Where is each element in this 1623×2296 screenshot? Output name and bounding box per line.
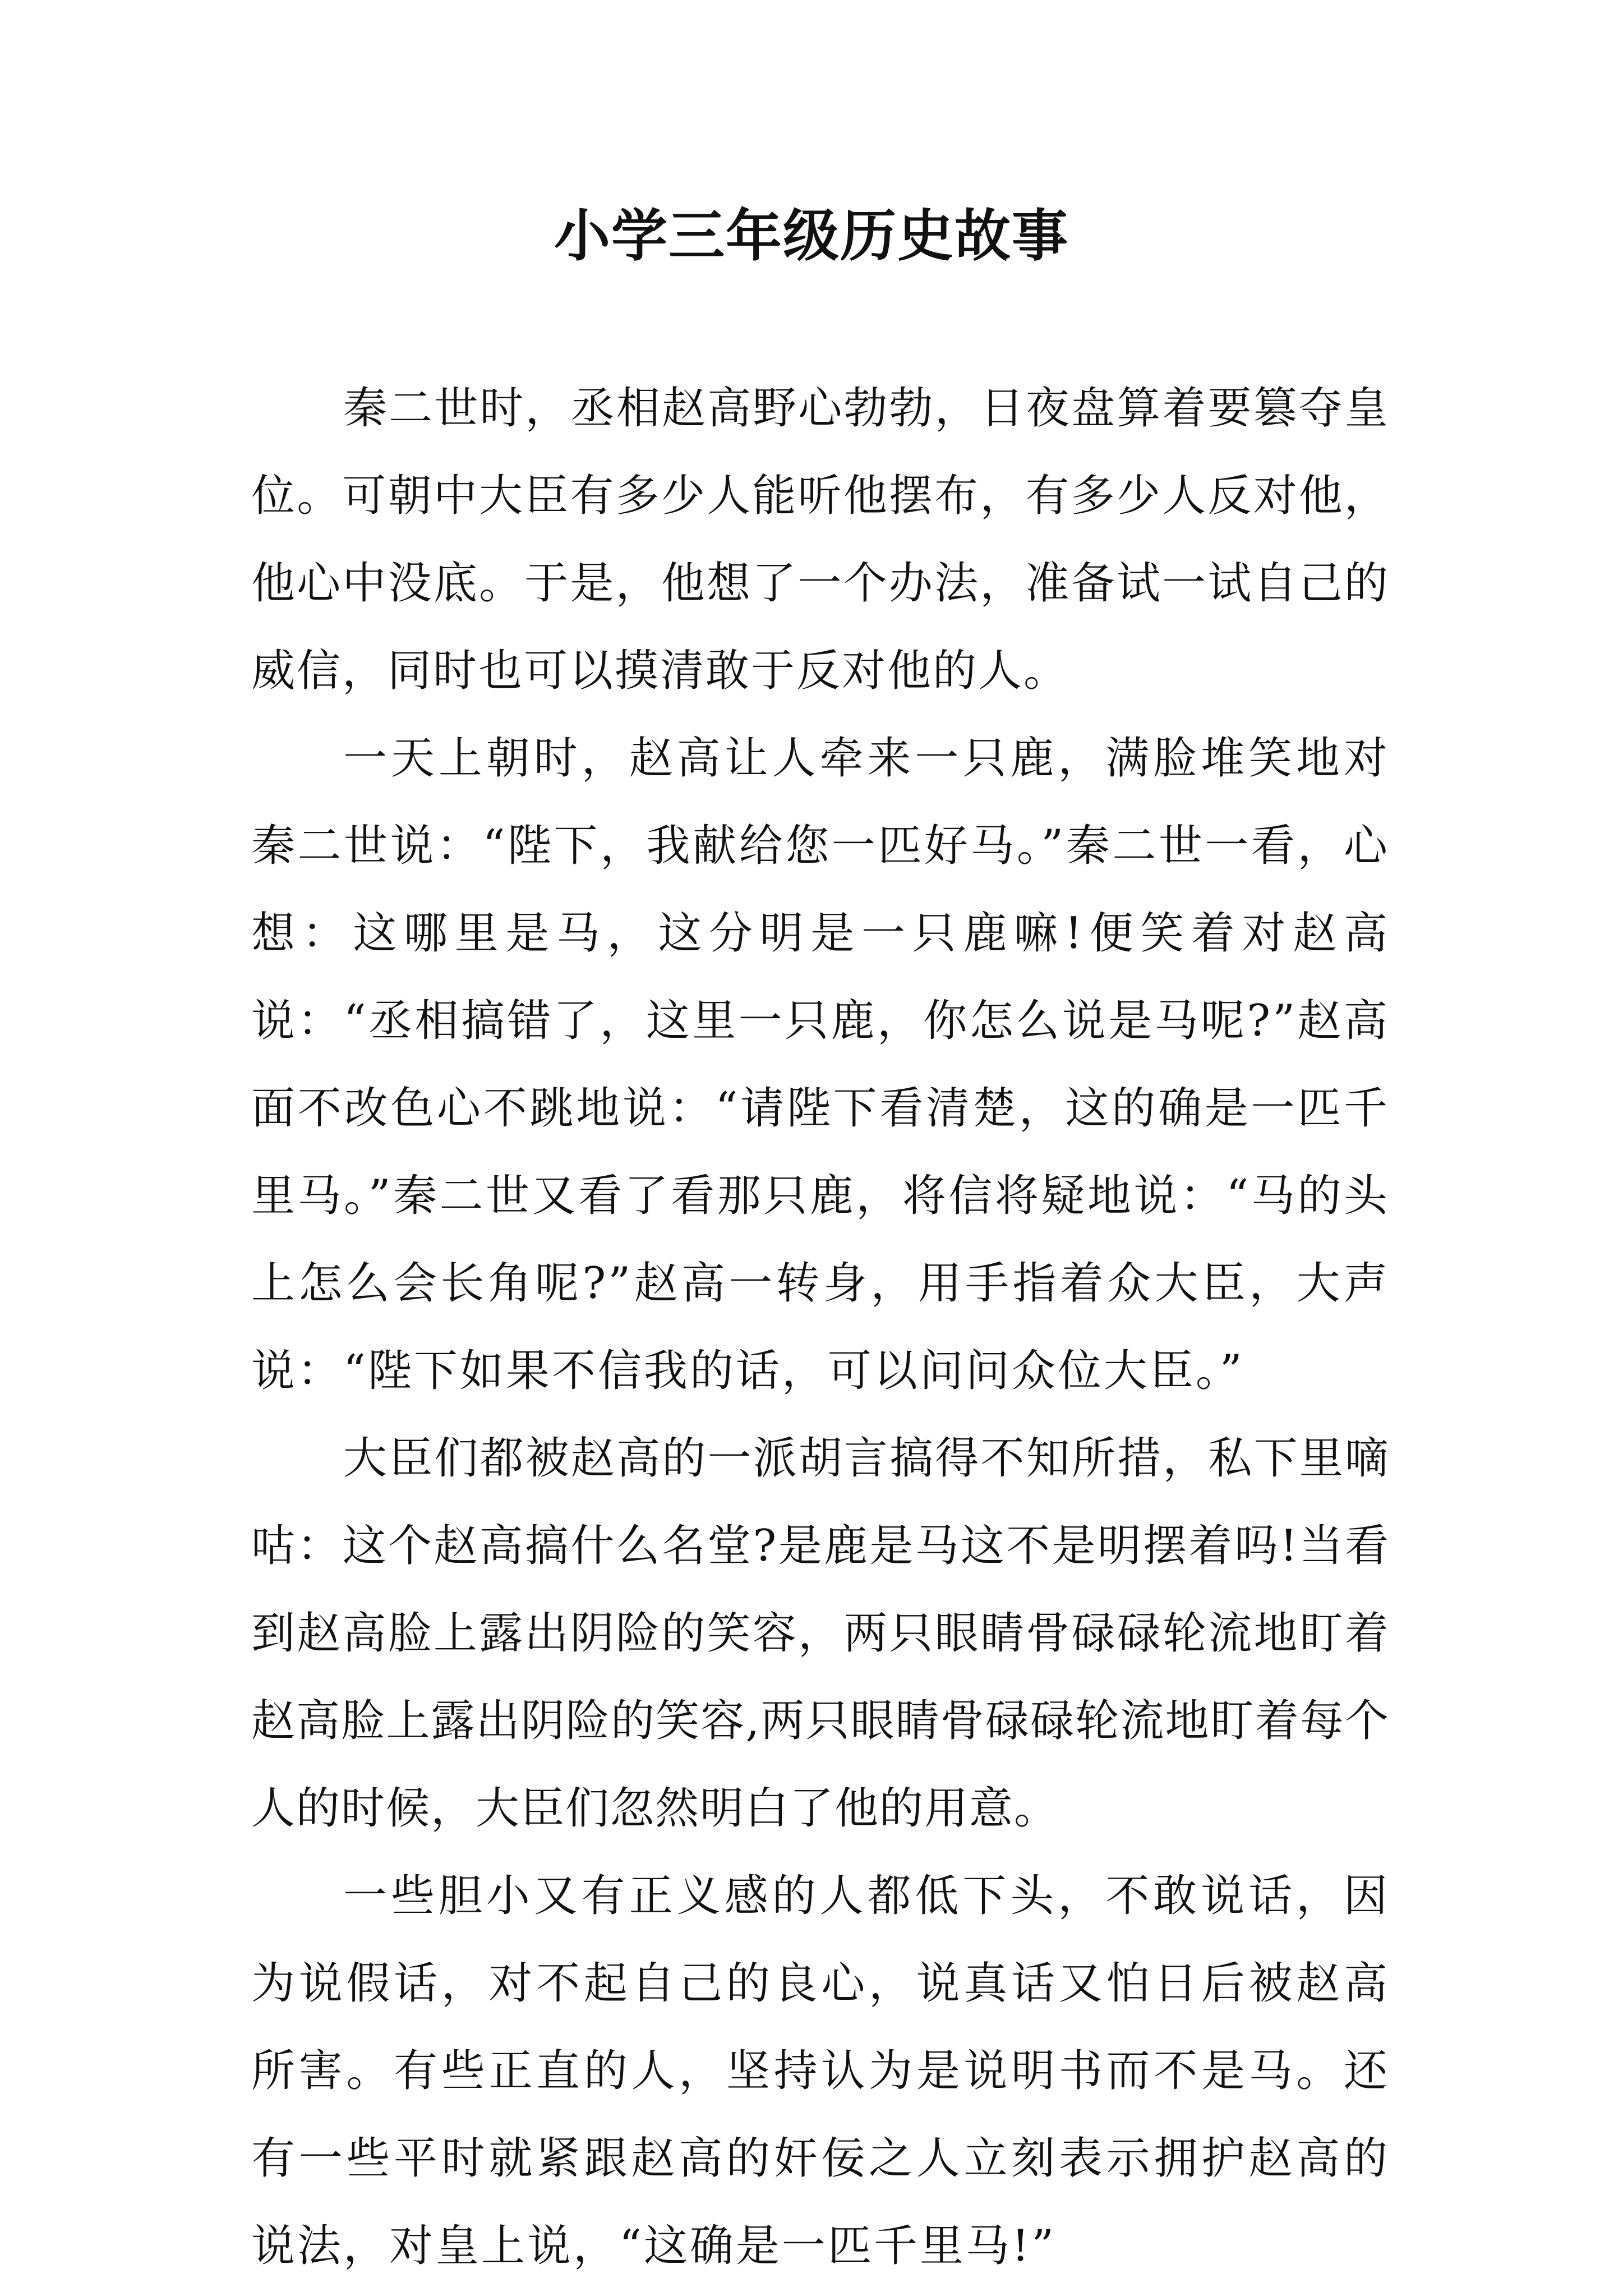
paragraph-1: 秦二世时，丞相赵高野心勃勃，日夜盘算着要篡夺皇位。可朝中大臣有多少人能听他摆布，有多少人反对他，他心中没底。于是，他想了一个办法，准备试一试自己的威信，同时也可以摸清敢于反对他的人。 — [251, 383, 1390, 696]
paragraph-4: 一些胆小又有正义感的人都低下头，不敢说话，因为说假话，对不起自己的良心，说真话又怕日后被赵高所害。有些正直的人，坚持认为是说明书而不是马。还有一些平时就紧跟赵高的奸佞之人立刻表示拥护赵高的说法，对皇上说，“这确是一匹千里马!” — [251, 1871, 1390, 2271]
paragraph-3: 大臣们都被赵高的一派胡言搞得不知所措，私下里嘀咕：这个赵高搞什么名堂?是鹿是马这不是明摆着吗!当看到赵高脸上露出阴险的笑容，两只眼睛骨碌碌轮流地盯着赵高脸上露出阴险的笑容,两只眼睛骨碌碌轮流地盯着每个人的时候，大臣们忽然明白了他的用意。 — [251, 1433, 1390, 1834]
paragraph-2: 一天上朝时，赵高让人牵来一只鹿，满脸堆笑地对秦二世说：“陛下，我献给您一匹好马。”秦二世一看，心想：这哪里是马，这分明是一只鹿嘛!便笑着对赵高说：“丞相搞错了，这里一只鹿，你怎么说是马呢?”赵高面不改色心不跳地说：“请陛下看清楚，这的确是一匹千里马。”秦二世又看了看那只鹿，将信将疑地说：“马的头上怎么会长角呢?”赵高一转身，用手指着众大臣，大声说：“陛下如果不信我的话，可以问问众位大臣。” — [251, 733, 1390, 1396]
document-title: 小学三年级历史故事 — [554, 203, 1069, 269]
document-body — [251, 365, 1390, 2290]
